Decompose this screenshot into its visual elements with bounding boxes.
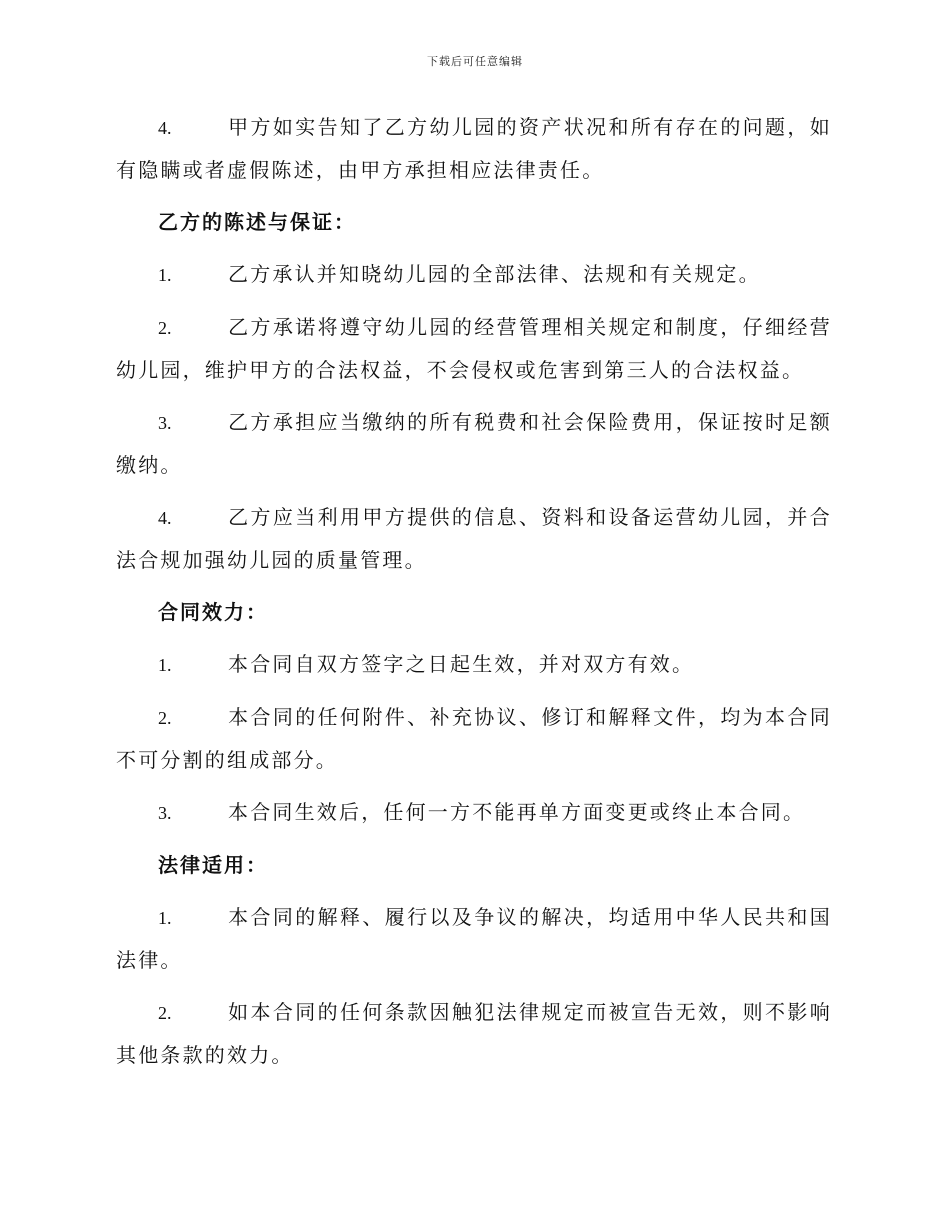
clause-b1 — [116, 253, 832, 296]
section-heading-governing-law: 法律适用： — [158, 853, 268, 877]
clause-b3 — [116, 401, 832, 486]
clause-text: 如本合同的任何条款因触犯法律规定而被宣告无效，则不影响其他条款的效力。 — [116, 1000, 832, 1067]
clause-number: 1. — [158, 908, 172, 928]
clause-c2 — [116, 696, 832, 781]
section-heading-party-b: 乙方的陈述与保证： — [158, 210, 356, 234]
clause-number: 3. — [158, 413, 172, 433]
clause-b4 — [116, 496, 832, 581]
clause-text: 乙方应当利用甲方提供的信息、资料和设备运营幼儿园，并合法合规加强幼儿园的质量管理。 — [116, 505, 832, 572]
clause-text: 乙方承担应当缴纳的所有税费和社会保险费用，保证按时足额缴纳。 — [116, 410, 832, 477]
clause-number: 2. — [158, 1003, 172, 1023]
clause-a4 — [116, 106, 832, 191]
clause-text: 本合同的解释、履行以及争议的解决，均适用中华人民共和国法律。 — [116, 905, 832, 972]
clause-number: 2. — [158, 708, 172, 728]
clause-number: 4. — [158, 118, 172, 138]
clause-number: 4. — [158, 508, 172, 528]
clause-number: 1. — [158, 265, 172, 285]
clause-c3 — [116, 791, 832, 834]
clause-number: 3. — [158, 803, 172, 823]
clause-d1 — [116, 896, 832, 981]
clause-text: 乙方承认并知晓幼儿园的全部法律、法规和有关规定。 — [228, 262, 761, 286]
clause-text: 本合同生效后，任何一方不能再单方面变更或终止本合同。 — [228, 800, 806, 824]
document-body — [116, 106, 832, 1086]
clause-text: 乙方承诺将遵守幼儿园的经营管理相关规定和制度，仔细经营幼儿园，维护甲方的合法权益，不会侵权或危害到第三人的合法权益。 — [116, 315, 832, 382]
clause-text: 甲方如实告知了乙方幼儿园的资产状况和所有存在的问题，如有隐瞒或者虚假陈述，由甲方承担相应法律责任。 — [116, 115, 832, 182]
clause-c1 — [116, 643, 832, 686]
section-heading-contract-effect: 合同效力： — [158, 600, 268, 624]
clause-number: 2. — [158, 318, 172, 338]
clause-d2 — [116, 991, 832, 1076]
page-header: 下载后可任意编辑 — [427, 55, 523, 68]
clause-b2 — [116, 306, 832, 391]
clause-text: 本合同的任何附件、补充协议、修订和解释文件，均为本合同不可分割的组成部分。 — [116, 705, 832, 772]
clause-text: 本合同自双方签字之日起生效，并对双方有效。 — [228, 652, 695, 676]
clause-number: 1. — [158, 655, 172, 675]
